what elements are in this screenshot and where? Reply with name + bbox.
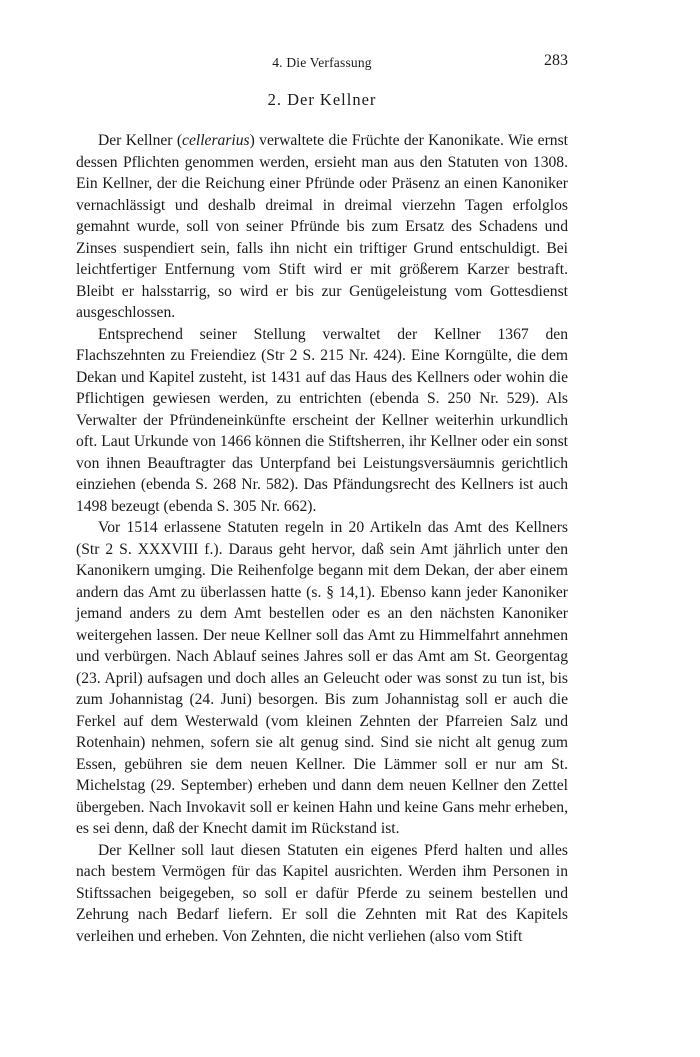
page-number: 283 <box>544 52 568 69</box>
paragraph-1-text-start: Der Kellner ( <box>98 132 183 149</box>
book-page <box>76 52 568 947</box>
paragraph-2: Entsprechend seiner Stellung verwaltet der Kellner 1367 den Flachszehnten zu Freiendiez (Str 2 S. 215 Nr. 424). Eine Korngülte, die dem Dekan und Kapitel zusteht, ist 1431 auf das Haus des Kellners oder wohin die Pflichtigen gewiesen werden, zu entrichten (ebenda S. 250 Nr. 529). Als Verwalter der Pfründeneinkünfte erscheint der Kellner weiterhin urkundlich oft. Laut Urkunde von 1466 können die Stiftsherren, ihr Kellner oder ein sonst von ihnen Beauftragter das Unterpfand bei Leistungsversäumnis gerichtlich einziehen (ebenda S. 268 Nr. 582). Das Pfändungsrecht des Kellners ist auch 1498 bezeugt (ebenda S. 305 Nr. 662). <box>76 325 568 515</box>
section-heading: 2. Der Kellner <box>267 90 377 109</box>
paragraph-4: Der Kellner soll laut diesen Statuten ein eigenes Pferd halten und alles nach bestem Vermögen für das Kapitel ausrichten. Werden ihm Personen in Stiftssachen beigegeben, so soll er dafür Pferde zu seinem bestellen und Zehrung nach Bedarf liefern. Er soll die Zehnten mit Rat des Kapitels verleihen und erheben. Von Zehnten, die nicht verliehen (also vom Stift <box>76 841 568 945</box>
paragraph-3: Vor 1514 erlassene Statuten regeln in 20 Artikeln das Amt des Kellners (Str 2 S. XXXVIII f.). Daraus geht hervor, daß sein Amt jährlich unter den Kanonikern umging. Die Reihenfolge begann mit dem Dekan, der aber einem andern das Amt zu überlassen hatte (s. § 14,1). Ebenso kann jeder Kanoniker jemand anders zu dem Amt bestellen oder es an den nächsten Kanoniker weitergehen lassen. Der neue Kellner soll das Amt zu Himmelfahrt annehmen und verbürgen. Nach Ablauf seines Jahres soll er das Amt am St. Georgentag (23. April) aufsagen und doch alles an Geleucht oder was sonst zu tun ist, bis zum Johannistag (24. Juni) besorgen. Bis zum Johannistag soll er auch die Ferkel auf dem Westerwald (vom kleinen Zehnten der Pfarreien Salz und Rotenhain) nehmen, sofern sie alt genug sind. Sind sie nicht alt genug zum Essen, gebühren sie dem neuen Kellner. Die Lämmer soll er nur am St. Michelstag (29. September) erheben und dann dem neuen Kellner den Zettel übergeben. Nach Invokavit soll er keinen Hahn und keine Gans mehr erheben, es sei denn, daß der Knecht damit im Rückstand ist. <box>76 519 568 837</box>
latin-term: cellerarius <box>182 132 250 149</box>
paragraph-1-text-end: ) verwaltete die Früchte der Kanonikate. Wie ernst dessen Pflichten genommen werden, ersieht man aus den Statuten von 1308. Ein Kellner, der die Reichung einer Pfründe oder Präsenz an einen Kanoniker vernachlässigt und deshalb dreimal in dreimal vierzehn Tagen erfolglos gemahnt wurde, soll von seiner Pfründe bis zum Ersatz des Schadens und Zinses suspendiert sein, falls ihn nicht ein triftiger Grund entschuldigt. Bei leichtfertiger Entfernung vom Stift wird er mit größerem Karzer bestraft. Bleibt er halsstarrig, so wird er bis zur Genügeleistung vom Gottesdienst ausgeschlossen. <box>76 132 568 321</box>
paragraph-1 <box>76 130 568 324</box>
running-title: 4. Die Verfassung <box>272 55 372 70</box>
running-header <box>76 52 568 74</box>
